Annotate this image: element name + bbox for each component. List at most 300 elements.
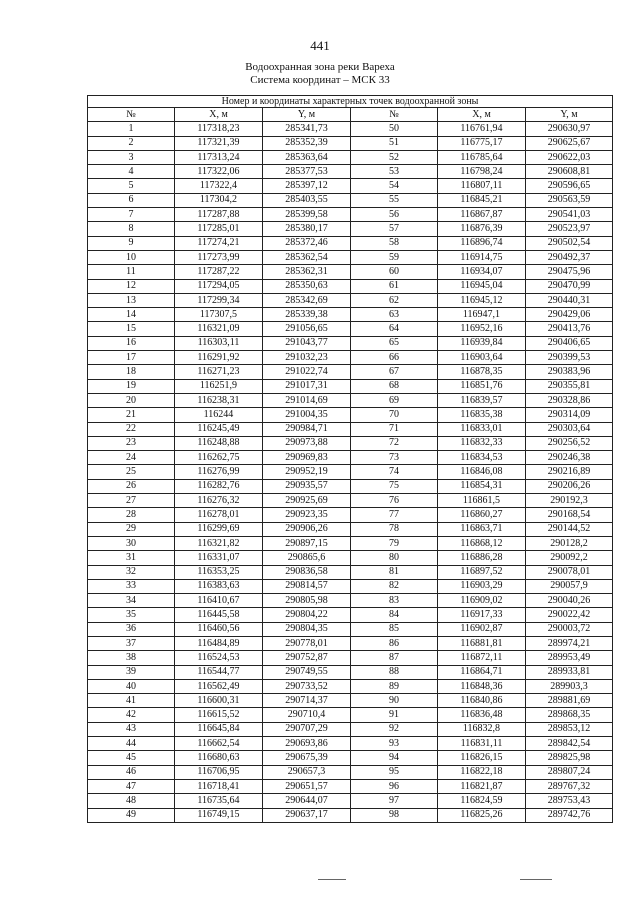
y-coordinate-cell: 290596,65 (526, 179, 613, 193)
y-coordinate-cell: 290622,03 (526, 150, 613, 164)
y-coordinate-cell: 290778,01 (263, 636, 351, 650)
x-coordinate-cell: 116868,12 (438, 536, 526, 550)
point-number-cell: 87 (351, 651, 438, 665)
header-y-left: Y, м (263, 108, 351, 122)
table-row (88, 494, 613, 508)
point-number-cell: 68 (351, 379, 438, 393)
x-coordinate-cell: 117285,01 (175, 222, 263, 236)
x-coordinate-cell: 116846,08 (438, 465, 526, 479)
x-coordinate-cell: 116903,29 (438, 579, 526, 593)
footer-marks (0, 879, 640, 881)
x-coordinate-cell: 116952,16 (438, 322, 526, 336)
x-coordinate-cell: 116282,76 (175, 479, 263, 493)
x-coordinate-cell: 116562,49 (175, 679, 263, 693)
x-coordinate-cell: 116615,52 (175, 708, 263, 722)
table-row (88, 436, 613, 450)
y-coordinate-cell: 285380,17 (263, 222, 351, 236)
header-y-right: Y, м (526, 108, 613, 122)
table-row (88, 765, 613, 779)
x-coordinate-cell: 116680,63 (175, 751, 263, 765)
coordinates-table (87, 95, 613, 823)
x-coordinate-cell: 116831,11 (438, 737, 526, 751)
table-row (88, 293, 613, 307)
footer-rule (318, 879, 346, 880)
point-number-cell: 92 (351, 722, 438, 736)
point-number-cell: 94 (351, 751, 438, 765)
x-coordinate-cell: 116244 (175, 408, 263, 422)
point-number-cell: 11 (88, 265, 175, 279)
point-number-cell: 32 (88, 565, 175, 579)
y-coordinate-cell: 290714,37 (263, 694, 351, 708)
y-coordinate-cell: 290749,55 (263, 665, 351, 679)
y-coordinate-cell: 290675,39 (263, 751, 351, 765)
table-row (88, 508, 613, 522)
coordinate-system-subtitle: Система координат – МСК 33 (250, 74, 390, 86)
point-number-cell: 43 (88, 722, 175, 736)
x-coordinate-cell: 116897,52 (438, 565, 526, 579)
y-coordinate-cell: 290984,71 (263, 422, 351, 436)
y-coordinate-cell: 290192,3 (526, 494, 613, 508)
y-coordinate-cell: 290657,3 (263, 765, 351, 779)
y-coordinate-cell: 289868,35 (526, 708, 613, 722)
y-coordinate-cell: 285352,39 (263, 136, 351, 150)
x-coordinate-cell: 116276,99 (175, 465, 263, 479)
y-coordinate-cell: 290644,07 (263, 794, 351, 808)
point-number-cell: 21 (88, 408, 175, 422)
point-number-cell: 25 (88, 465, 175, 479)
point-number-cell: 59 (351, 250, 438, 264)
table-header-row (88, 108, 613, 122)
point-number-cell: 63 (351, 308, 438, 322)
y-coordinate-cell: 290128,2 (526, 536, 613, 550)
table-row (88, 722, 613, 736)
point-number-cell: 72 (351, 436, 438, 450)
point-number-cell: 65 (351, 336, 438, 350)
y-coordinate-cell: 290399,53 (526, 351, 613, 365)
x-coordinate-cell: 117322,4 (175, 179, 263, 193)
point-number-cell: 46 (88, 765, 175, 779)
table-row (88, 122, 613, 136)
x-coordinate-cell: 116299,69 (175, 522, 263, 536)
x-coordinate-cell: 116735,64 (175, 794, 263, 808)
x-coordinate-cell: 116600,31 (175, 694, 263, 708)
y-coordinate-cell: 290707,29 (263, 722, 351, 736)
y-coordinate-cell: 289953,49 (526, 651, 613, 665)
point-number-cell: 62 (351, 293, 438, 307)
point-number-cell: 80 (351, 551, 438, 565)
x-coordinate-cell: 116826,15 (438, 751, 526, 765)
point-number-cell: 83 (351, 594, 438, 608)
y-coordinate-cell: 290216,89 (526, 465, 613, 479)
x-coordinate-cell: 116861,5 (438, 494, 526, 508)
point-number-cell: 20 (88, 393, 175, 407)
point-number-cell: 3 (88, 150, 175, 164)
y-coordinate-cell: 290144,52 (526, 522, 613, 536)
x-coordinate-cell: 116798,24 (438, 165, 526, 179)
x-coordinate-cell: 117304,2 (175, 193, 263, 207)
x-coordinate-cell: 116860,27 (438, 508, 526, 522)
x-coordinate-cell: 116262,75 (175, 451, 263, 465)
table-row (88, 808, 613, 822)
table-row (88, 150, 613, 164)
y-coordinate-cell: 290492,37 (526, 250, 613, 264)
x-coordinate-cell: 117294,05 (175, 279, 263, 293)
x-coordinate-cell: 116825,26 (438, 808, 526, 822)
point-number-cell: 44 (88, 737, 175, 751)
point-number-cell: 67 (351, 365, 438, 379)
y-coordinate-cell: 291017,31 (263, 379, 351, 393)
point-number-cell: 54 (351, 179, 438, 193)
x-coordinate-cell: 117322,06 (175, 165, 263, 179)
table-row (88, 136, 613, 150)
y-coordinate-cell: 289807,24 (526, 765, 613, 779)
point-number-cell: 98 (351, 808, 438, 822)
page-number: 441 (310, 38, 330, 53)
y-coordinate-cell: 290608,81 (526, 165, 613, 179)
x-coordinate-cell: 117287,88 (175, 208, 263, 222)
y-coordinate-cell: 291022,74 (263, 365, 351, 379)
point-number-cell: 61 (351, 279, 438, 293)
x-coordinate-cell: 116321,09 (175, 322, 263, 336)
y-coordinate-cell: 291004,35 (263, 408, 351, 422)
x-coordinate-cell: 116822,18 (438, 765, 526, 779)
point-number-cell: 52 (351, 150, 438, 164)
table-row (88, 336, 613, 350)
table-row (88, 465, 613, 479)
x-coordinate-cell: 116807,11 (438, 179, 526, 193)
point-number-cell: 45 (88, 751, 175, 765)
point-number-cell: 81 (351, 565, 438, 579)
point-number-cell: 88 (351, 665, 438, 679)
point-number-cell: 57 (351, 222, 438, 236)
x-coordinate-cell: 116909,02 (438, 594, 526, 608)
point-number-cell: 73 (351, 451, 438, 465)
y-coordinate-cell: 290952,19 (263, 465, 351, 479)
x-coordinate-cell: 116867,87 (438, 208, 526, 222)
point-number-cell: 39 (88, 665, 175, 679)
point-number-cell: 2 (88, 136, 175, 150)
point-number-cell: 29 (88, 522, 175, 536)
y-coordinate-cell: 290502,54 (526, 236, 613, 250)
point-number-cell: 96 (351, 779, 438, 793)
header-number-left: № (88, 108, 175, 122)
table-row (88, 665, 613, 679)
point-number-cell: 8 (88, 222, 175, 236)
table-row (88, 737, 613, 751)
x-coordinate-cell: 116902,87 (438, 622, 526, 636)
x-coordinate-cell: 116749,15 (175, 808, 263, 822)
point-number-cell: 40 (88, 679, 175, 693)
x-coordinate-cell: 116840,86 (438, 694, 526, 708)
point-number-cell: 78 (351, 522, 438, 536)
point-number-cell: 53 (351, 165, 438, 179)
y-coordinate-cell: 289753,43 (526, 794, 613, 808)
x-coordinate-cell: 117273,99 (175, 250, 263, 264)
table-row (88, 579, 613, 593)
point-number-cell: 15 (88, 322, 175, 336)
point-number-cell: 18 (88, 365, 175, 379)
y-coordinate-cell: 290092,2 (526, 551, 613, 565)
y-coordinate-cell: 290440,31 (526, 293, 613, 307)
y-coordinate-cell: 289903,3 (526, 679, 613, 693)
y-coordinate-cell: 290651,57 (263, 779, 351, 793)
y-coordinate-cell: 290925,69 (263, 494, 351, 508)
x-coordinate-cell: 116845,21 (438, 193, 526, 207)
point-number-cell: 16 (88, 336, 175, 350)
y-coordinate-cell: 290523,97 (526, 222, 613, 236)
x-coordinate-cell: 116832,8 (438, 722, 526, 736)
x-coordinate-cell: 116524,53 (175, 651, 263, 665)
point-number-cell: 86 (351, 636, 438, 650)
table-row (88, 779, 613, 793)
point-number-cell: 34 (88, 594, 175, 608)
point-number-cell: 79 (351, 536, 438, 550)
y-coordinate-cell: 289881,69 (526, 694, 613, 708)
x-coordinate-cell: 116761,94 (438, 122, 526, 136)
table-row (88, 322, 613, 336)
y-coordinate-cell: 291043,77 (263, 336, 351, 350)
x-coordinate-cell: 116836,48 (438, 708, 526, 722)
table-row (88, 679, 613, 693)
point-number-cell: 56 (351, 208, 438, 222)
x-coordinate-cell: 116839,57 (438, 393, 526, 407)
x-coordinate-cell: 116863,71 (438, 522, 526, 536)
table-row (88, 622, 613, 636)
x-coordinate-cell: 117274,21 (175, 236, 263, 250)
footer-rule (520, 879, 552, 880)
point-number-cell: 89 (351, 679, 438, 693)
point-number-cell: 13 (88, 293, 175, 307)
y-coordinate-cell: 290906,26 (263, 522, 351, 536)
point-number-cell: 47 (88, 779, 175, 793)
point-number-cell: 5 (88, 179, 175, 193)
point-number-cell: 24 (88, 451, 175, 465)
point-number-cell: 70 (351, 408, 438, 422)
point-number-cell: 64 (351, 322, 438, 336)
document-title: Водоохранная зона реки Вареха (245, 61, 395, 73)
point-number-cell: 84 (351, 608, 438, 622)
y-coordinate-cell: 285362,54 (263, 250, 351, 264)
y-coordinate-cell: 290429,06 (526, 308, 613, 322)
point-number-cell: 95 (351, 765, 438, 779)
x-coordinate-cell: 116460,56 (175, 622, 263, 636)
x-coordinate-cell: 116245,49 (175, 422, 263, 436)
point-number-cell: 33 (88, 579, 175, 593)
x-coordinate-cell: 116945,12 (438, 293, 526, 307)
x-coordinate-cell: 116881,81 (438, 636, 526, 650)
y-coordinate-cell: 290040,26 (526, 594, 613, 608)
table-row (88, 165, 613, 179)
point-number-cell: 22 (88, 422, 175, 436)
y-coordinate-cell: 290328,86 (526, 393, 613, 407)
point-number-cell: 37 (88, 636, 175, 650)
point-number-cell: 49 (88, 808, 175, 822)
point-number-cell: 23 (88, 436, 175, 450)
x-coordinate-cell: 116353,25 (175, 565, 263, 579)
y-coordinate-cell: 285397,12 (263, 179, 351, 193)
table-row (88, 393, 613, 407)
y-coordinate-cell: 290168,54 (526, 508, 613, 522)
y-coordinate-cell: 290022,42 (526, 608, 613, 622)
table-row (88, 694, 613, 708)
x-coordinate-cell: 117307,5 (175, 308, 263, 322)
x-coordinate-cell: 116872,11 (438, 651, 526, 665)
point-number-cell: 55 (351, 193, 438, 207)
y-coordinate-cell: 285403,55 (263, 193, 351, 207)
point-number-cell: 27 (88, 494, 175, 508)
point-number-cell: 69 (351, 393, 438, 407)
point-number-cell: 7 (88, 208, 175, 222)
x-coordinate-cell: 116876,39 (438, 222, 526, 236)
x-coordinate-cell: 116706,95 (175, 765, 263, 779)
y-coordinate-cell: 290003,72 (526, 622, 613, 636)
point-number-cell: 6 (88, 193, 175, 207)
y-coordinate-cell: 290470,99 (526, 279, 613, 293)
point-number-cell: 82 (351, 579, 438, 593)
y-coordinate-cell: 285363,64 (263, 150, 351, 164)
x-coordinate-cell: 116939,84 (438, 336, 526, 350)
x-coordinate-cell: 116821,87 (438, 779, 526, 793)
y-coordinate-cell: 290078,01 (526, 565, 613, 579)
point-number-cell: 50 (351, 122, 438, 136)
x-coordinate-cell: 116248,88 (175, 436, 263, 450)
x-coordinate-cell: 116886,28 (438, 551, 526, 565)
x-coordinate-cell: 116276,32 (175, 494, 263, 508)
x-coordinate-cell: 116917,33 (438, 608, 526, 622)
x-coordinate-cell: 116947,1 (438, 308, 526, 322)
point-number-cell: 1 (88, 122, 175, 136)
y-coordinate-cell: 285341,73 (263, 122, 351, 136)
x-coordinate-cell: 117313,24 (175, 150, 263, 164)
point-number-cell: 26 (88, 479, 175, 493)
table-row (88, 179, 613, 193)
x-coordinate-cell: 116251,9 (175, 379, 263, 393)
y-coordinate-cell: 290804,35 (263, 622, 351, 636)
x-coordinate-cell: 116824,59 (438, 794, 526, 808)
table-caption: Номер и координаты характерных точек водоохранной зоны (88, 96, 613, 108)
table-row (88, 551, 613, 565)
y-coordinate-cell: 290303,64 (526, 422, 613, 436)
x-coordinate-cell: 116271,23 (175, 365, 263, 379)
x-coordinate-cell: 116321,82 (175, 536, 263, 550)
y-coordinate-cell: 290897,15 (263, 536, 351, 550)
y-coordinate-cell: 289767,32 (526, 779, 613, 793)
point-number-cell: 66 (351, 351, 438, 365)
point-number-cell: 91 (351, 708, 438, 722)
x-coordinate-cell: 116775,17 (438, 136, 526, 150)
point-number-cell: 90 (351, 694, 438, 708)
y-coordinate-cell: 285372,46 (263, 236, 351, 250)
y-coordinate-cell: 289974,21 (526, 636, 613, 650)
y-coordinate-cell: 290406,65 (526, 336, 613, 350)
x-coordinate-cell: 116945,04 (438, 279, 526, 293)
y-coordinate-cell: 290973,88 (263, 436, 351, 450)
y-coordinate-cell: 285362,31 (263, 265, 351, 279)
x-coordinate-cell: 116864,71 (438, 665, 526, 679)
y-coordinate-cell: 290969,83 (263, 451, 351, 465)
point-number-cell: 42 (88, 708, 175, 722)
y-coordinate-cell: 291056,65 (263, 322, 351, 336)
y-coordinate-cell: 285377,53 (263, 165, 351, 179)
table-row (88, 222, 613, 236)
y-coordinate-cell: 290693,86 (263, 737, 351, 751)
x-coordinate-cell: 117321,39 (175, 136, 263, 150)
y-coordinate-cell: 290256,52 (526, 436, 613, 450)
y-coordinate-cell: 290637,17 (263, 808, 351, 822)
y-coordinate-cell: 289742,76 (526, 808, 613, 822)
point-number-cell: 12 (88, 279, 175, 293)
table-row (88, 250, 613, 264)
x-coordinate-cell: 116903,64 (438, 351, 526, 365)
y-coordinate-cell: 285399,58 (263, 208, 351, 222)
header-x-left: X, м (175, 108, 263, 122)
table-row (88, 451, 613, 465)
table-row (88, 651, 613, 665)
point-number-cell: 93 (351, 737, 438, 751)
point-number-cell: 71 (351, 422, 438, 436)
table-row (88, 379, 613, 393)
x-coordinate-cell: 116835,38 (438, 408, 526, 422)
table-row (88, 608, 613, 622)
y-coordinate-cell: 290804,22 (263, 608, 351, 622)
x-coordinate-cell: 116544,77 (175, 665, 263, 679)
point-number-cell: 14 (88, 308, 175, 322)
point-number-cell: 48 (88, 794, 175, 808)
y-coordinate-cell: 290836,58 (263, 565, 351, 579)
point-number-cell: 4 (88, 165, 175, 179)
y-coordinate-cell: 289825,98 (526, 751, 613, 765)
x-coordinate-cell: 116878,35 (438, 365, 526, 379)
point-number-cell: 76 (351, 494, 438, 508)
y-coordinate-cell: 290475,96 (526, 265, 613, 279)
y-coordinate-cell: 290057,9 (526, 579, 613, 593)
y-coordinate-cell: 290383,96 (526, 365, 613, 379)
table-caption-row (88, 96, 613, 108)
point-number-cell: 77 (351, 508, 438, 522)
x-coordinate-cell: 116278,01 (175, 508, 263, 522)
x-coordinate-cell: 116834,53 (438, 451, 526, 465)
x-coordinate-cell: 116238,31 (175, 393, 263, 407)
x-coordinate-cell: 116484,89 (175, 636, 263, 650)
table-row (88, 522, 613, 536)
x-coordinate-cell: 116410,67 (175, 594, 263, 608)
x-coordinate-cell: 116445,58 (175, 608, 263, 622)
header-number-right: № (351, 108, 438, 122)
y-coordinate-cell: 290752,87 (263, 651, 351, 665)
point-number-cell: 75 (351, 479, 438, 493)
point-number-cell: 36 (88, 622, 175, 636)
table-row (88, 308, 613, 322)
y-coordinate-cell: 290630,97 (526, 122, 613, 136)
x-coordinate-cell: 116645,84 (175, 722, 263, 736)
table-row (88, 351, 613, 365)
point-number-cell: 31 (88, 551, 175, 565)
table-row (88, 208, 613, 222)
y-coordinate-cell: 290563,59 (526, 193, 613, 207)
point-number-cell: 30 (88, 536, 175, 550)
x-coordinate-cell: 116718,41 (175, 779, 263, 793)
point-number-cell: 10 (88, 250, 175, 264)
x-coordinate-cell: 116383,63 (175, 579, 263, 593)
y-coordinate-cell: 290805,98 (263, 594, 351, 608)
point-number-cell: 35 (88, 608, 175, 622)
table-row (88, 536, 613, 550)
table-row (88, 479, 613, 493)
x-coordinate-cell: 116303,11 (175, 336, 263, 350)
table-body (88, 122, 613, 823)
point-number-cell: 41 (88, 694, 175, 708)
x-coordinate-cell: 117287,22 (175, 265, 263, 279)
